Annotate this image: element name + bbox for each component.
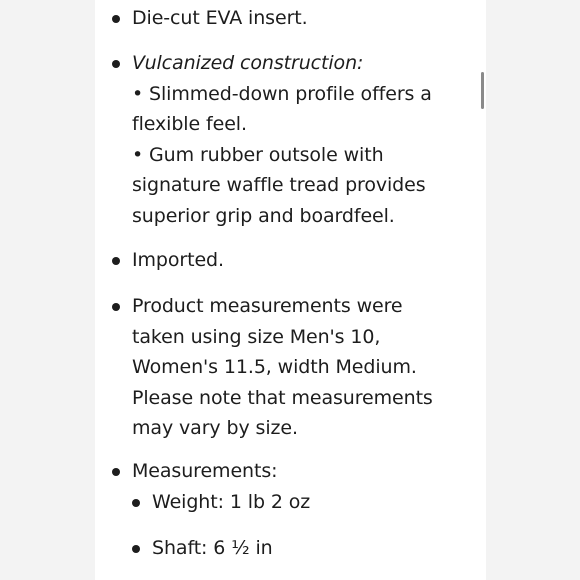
feature-text: flexible feel. [132, 113, 247, 135]
feature-text: Measurements: [132, 460, 278, 482]
feature-text: taken using size Men's 10, [132, 325, 381, 348]
feature-text: Women's 11.5, width Medium. [132, 356, 417, 378]
feature-text: signature waffle tread provides [132, 174, 426, 196]
vertical-scrollbar[interactable] [481, 72, 484, 109]
feature-text: Please note that measurements [132, 386, 433, 409]
feature-text: Product measurements were [132, 295, 403, 317]
feature-text: Imported. [132, 249, 224, 271]
bullet-icon [112, 60, 120, 68]
feature-text: • Slimmed-down profile offers a [132, 82, 432, 105]
bullet-icon [132, 545, 140, 553]
feature-text: superior grip and boardfeel. [132, 204, 395, 227]
bullet-icon [112, 257, 120, 265]
measurement-text: Weight: 1 lb 2 oz [152, 491, 311, 513]
feature-text: may vary by size. [132, 417, 298, 439]
measurement-text: Shaft: 6 ½ in [152, 537, 273, 559]
bullet-icon [112, 468, 120, 476]
bullet-icon [132, 499, 140, 507]
feature-text: Die-cut EVA insert. [132, 7, 308, 29]
bullet-icon [112, 15, 120, 23]
feature-heading: Vulcanized construction: [132, 52, 364, 74]
bullet-icon [112, 303, 120, 311]
product-features-panel[interactable] [95, 0, 486, 580]
feature-text: • Gum rubber outsole with [132, 143, 384, 166]
